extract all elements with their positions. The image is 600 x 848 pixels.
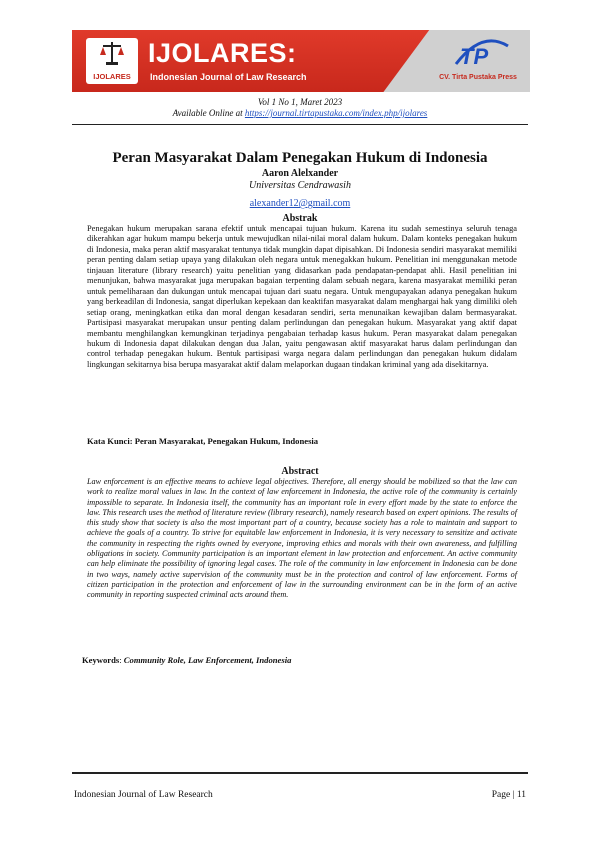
paper-title: Peran Masyarakat Dalam Penegakan Hukum di Indonesia	[112, 150, 488, 166]
footer-journal-name: Indonesian Journal of Law Research	[74, 790, 213, 800]
journal-subtitle: Indonesian Journal of Law Research	[150, 72, 307, 82]
keywords-value: Community Role, Law Enforcement, Indonesia	[123, 655, 292, 665]
keywords-line	[82, 655, 522, 665]
author-name: Aaron Alelxander	[261, 168, 339, 179]
journal-url-link[interactable]: https://journal.tirtapustaka.com/index.php/ijolares	[244, 108, 428, 118]
abstract-heading: Abstract	[281, 466, 319, 477]
journal-logo-text: IJOLARES	[93, 72, 131, 81]
footer-divider	[72, 772, 528, 774]
abstrak-heading: Abstrak	[282, 213, 318, 224]
publisher-logo	[452, 36, 512, 70]
header-divider	[72, 124, 528, 125]
keywords-label: Keywords	[82, 655, 120, 665]
availability-line	[0, 108, 600, 118]
svg-text:TP: TP	[460, 44, 489, 69]
journal-title: IJOLARES:	[148, 38, 297, 68]
abstrak-body: Penegakan hukum merupakan sarana efektif untuk mencapai tujuan hukum. Karena itu sudah semestinya seluruh tenaga dikerahkan agar hukum mampu bekerja untuk mewujudkan nilai-nilai moral dalam hukum. Dalam konteks penegakan hukum di Indonesia, maka peran aktif masyarakat tentunya tidak mungkin dapat dipisahkan. Di Indonesia sendiri masyarakat memiliki peran penting dalam setiap upaya yang dilakukan oleh negara untuk menegakkan hukum. Penelitian ini menggunakan metode tinjauan literature (library research) yaitu penelitian yang didasarkan pada pendapatan-pendapat ahli. Hasil penelitian ini menunjukan, bahwa masyarakat juga merupakan bagaian terpenting dalam sebuah negara, karena masyarakat memiliki peran untuk pemeliharaan dan dukungan untuk mencapai tujuan dari suatu negara. Untuk mengupayakan adanya penegakan hukum yang berkeadilan di Indonesia, sangat diperlukan kepekaan dan keaktifan masyarakat dalam menghargai hak yang dimiliki oleh setiap orang, meningkatkan etika dan moral dengan kesadaran sendiri, serta menunaikan kewajiban dalam bermasyarakat. Partisipasi masyarakat merupakan unsur penting dalam perlindungan dan penegakan hukum. Masyarakat yang aktif dapat membantu menghilangkan kemungkinan terjadinya pengabaian terhadap kasus hukum. Peran masyarakat dalam penegakan hukum di Indonesia dapat dilakukan dengan dua Jalan, yaitu pengawasan aktif masyarakat harus dalam perlindungan dan control terhadap penegakan hukum. Bentuk partisipasi warga negara dalam perlindungan dan penegakan hukum didalam lingkungan sekitarnya bisa berupa masyarakat aktif dalam melaporkan dugaan tindakan kriminal yang ada disekitarnya.	[87, 224, 517, 369]
abstract-body: Law enforcement is an effective means to achieve legal objectives. Therefore, all energy should be mobilized so that the law can work to realize moral values in law. In the context of law enforcement in Indonesia, the active role of the community is certainly impossible to separate. In Indonesia itself, the community has an important role in every effort made by the state to enforce the law. This research uses the method of literature review (library research), namely research based on expert opinions. The results of this study show that society is also the most important part of a country, because society has a role to maintain and support to achieve the goals of a country. To strive for equitable law enforcement in Indonesia, it is very necessary to sensitize and activate the community in respecting the rights owned by everyone, improving ethics and morals with their own awareness, and fulfilling obligations in society. Community participation is an important element in law protection and enforcement. An active community can help eliminate the possibility of ignoring legal cases. The role of the community in law enforcement in Indonesia can be done in two ways, namely active supervision of the community must be in the protection and control of law enforcement. Forms of citizen participation in the protection and enforcement of law in the surrounding environment can be in the form of an active community in reporting suspected criminal acts around them.	[87, 477, 517, 600]
author-affiliation: Universitas Cendrawasih	[249, 180, 351, 191]
keywords-separator: :	[119, 655, 124, 665]
availability-prefix: Available Online at	[172, 108, 245, 118]
volume-info: Vol 1 No 1, Maret 2023	[257, 97, 343, 107]
footer-page-number: Page | 11	[491, 790, 526, 800]
scales-of-justice-icon	[100, 40, 124, 66]
kata-kunci: Kata Kunci: Peran Masyarakat, Penegakan Hukum, Indonesia	[87, 436, 319, 446]
publisher-name: CV. Tirta Pustaka Press	[439, 74, 517, 81]
author-email-link[interactable]: alexander12@gmail.com	[249, 198, 351, 209]
